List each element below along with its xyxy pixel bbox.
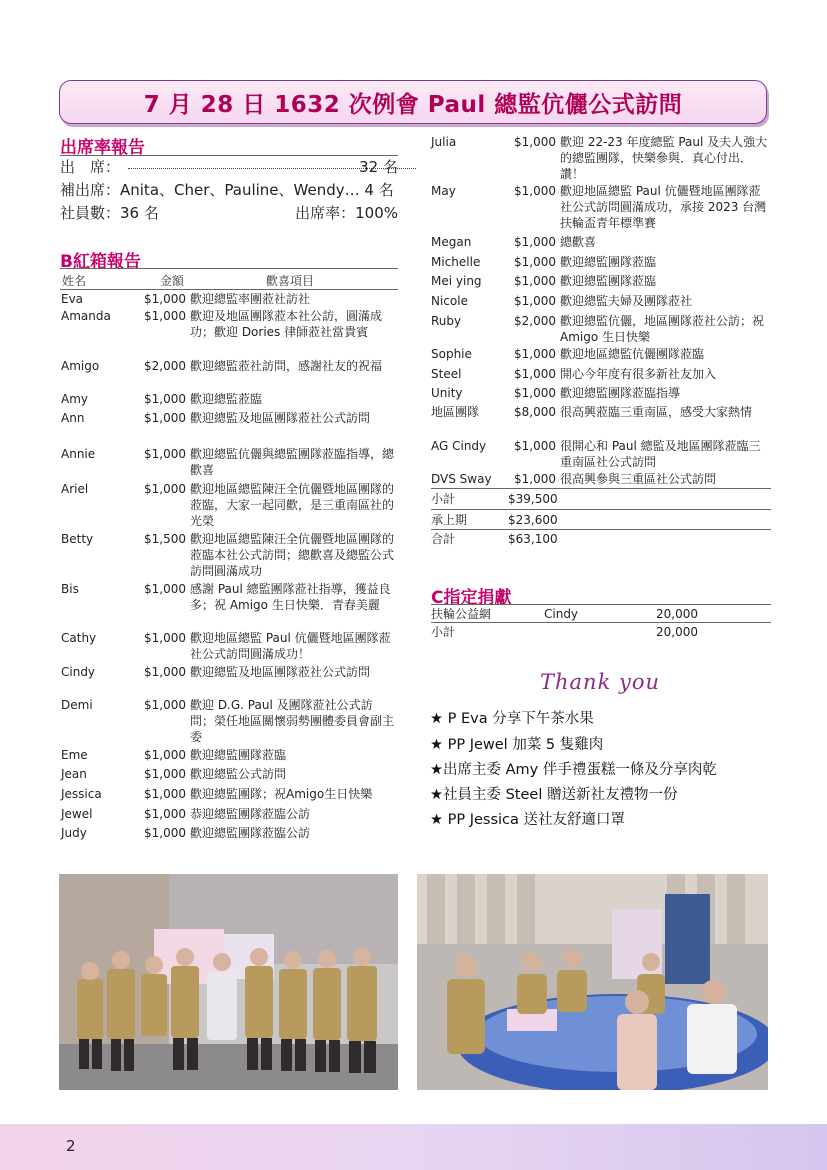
row-message: 歡迎總監伉儷與總監團隊蒞臨指導，總歡喜 [190,447,395,477]
row-amount: $1,000 [144,292,186,306]
subtotal-value: $39,500 [508,492,558,506]
page-title: 7 月 28 日 1632 次例會 Paul 總監伉儷公式訪問 [143,91,683,118]
row-message: 歡迎及地區團隊蒞本社公訪，圓滿成功；歡迎 Dories 律師蒞社當貴賓 [190,309,383,339]
row-message: 歡迎總監及地區團隊蒞社公式訪問 [190,665,371,679]
page-footer [0,1124,827,1170]
row-amount: $1,000 [144,582,186,596]
row-name: 地區團隊 [431,405,480,419]
row-amount: $1,000 [514,367,556,381]
row-amount: $1,000 [144,447,186,461]
group-photo [59,874,398,1090]
row-amount: $1,500 [144,532,186,546]
row-amount: $2,000 [514,314,556,328]
row-amount: $1,000 [514,347,556,361]
thanks-line: ★社員主委 Steel 贈送新社友禮物一份 [430,787,678,803]
row-name: Demi [61,698,93,712]
row-name: Betty [61,532,94,546]
red-box-rule-header [60,289,398,290]
row-name: Cindy [61,665,96,679]
row-message: 歡迎總監團隊蒞臨 [560,255,657,269]
row-message: 歡迎總監公式訪問 [190,767,287,781]
thanks-line: ★出席主委 Amy 伴手禮蛋糕一條及分享肉乾 [430,762,717,778]
donation-item: 扶輪公益網 [431,607,492,621]
row-message: 歡迎總監團隊蒞臨公訪 [190,826,311,840]
row-message: 很開心和 Paul 總監及地區團隊蒞臨三重南區社公式訪問 [560,439,761,469]
col-header-name: 姓名 [62,274,87,288]
attendance-present-row [60,156,398,177]
donation-heading: C指定捐獻 [431,588,512,608]
makeup-text: 補出席：Anita、Cher、Pauline、Wendy… 4 名 [60,181,394,199]
row-message: 歡迎總監伉儷，地區團隊蒞社公訪；祝 Amigo 生日快樂 [560,314,765,344]
row-amount: $1,000 [144,482,186,496]
row-message: 歡迎地區總監陳汪全伉儷暨地區團隊的蒞臨本社公式訪問；總歡喜及總監公式訪問圓滿成功 [190,532,395,578]
donation-rule-top [431,604,771,605]
row-amount: $1,000 [144,411,186,425]
row-name: Amigo [61,359,100,373]
row-amount: $2,000 [144,359,186,373]
carried-value: $23,600 [508,513,558,527]
donation-rule-mid [431,622,771,623]
totals-rule-2 [431,509,771,510]
row-amount: $8,000 [514,405,556,419]
row-message: 歡迎地區總監伉儷團隊蒞臨 [560,347,705,361]
row-name: Megan [431,235,472,249]
row-message: 歡迎 D.G. Paul 及團隊蒞社公式訪問；榮任地區關懷弱勢團體委員會副主委 [190,698,395,744]
row-amount: $1,000 [144,826,186,840]
subtotal-label: 小計 [431,492,456,506]
row-message: 恭迎總監團隊蒞臨公訪 [190,807,311,821]
row-message: 歡迎地區總監 Paul 伉儷暨地區團隊蒞社公式訪問圓滿成功，承接 2023 台灣扶輪盃青年標準賽 [560,184,767,230]
row-name: Julia [431,135,457,149]
row-message: 歡迎總監率團蒞社訪社 [190,292,311,306]
row-name: Amanda [61,309,111,323]
members-text: 社員數：36 名 [60,204,159,222]
row-message: 歡迎總監團隊蒞臨 [560,274,657,288]
row-message: 歡迎總監夫婦及團隊蒞社 [560,294,693,308]
row-amount: $1,000 [514,472,556,486]
row-message: 感謝 Paul 總監團隊蒞社指導，獲益良多；祝 Amigo 生日快樂．青春美麗 [190,582,391,612]
row-name: Eme [61,748,88,762]
row-message: 歡迎地區總監 Paul 伉儷暨地區團隊蒞社公式訪問圓滿成功！ [190,631,391,661]
row-message: 歡迎地區總監陳汪全伉儷暨地區團隊的蒞臨，大家一起同歡，是三重南區社的光榮 [190,482,395,528]
donation-amount: 20,000 [656,607,698,621]
row-name: Mei ying [431,274,482,288]
row-name: AG Cindy [431,439,487,453]
thanks-line: ★ PP Jewel 加菜 5 隻雞肉 [430,737,604,753]
col-header-amount: 金額 [160,274,185,288]
row-message: 很高興蒞臨三重南區，感受大家熱情 [560,405,753,419]
row-message: 歡迎總監及地區團隊蒞社公式訪問 [190,411,371,425]
row-amount: $1,000 [144,748,186,762]
row-message: 開心今年度有很多新社友加入 [560,367,717,381]
row-name: DVS Sway [431,472,492,486]
attendance-heading: 出席率報告 [60,138,145,158]
attendance-rate: 出席率：100% [295,204,398,222]
row-amount: $1,000 [144,807,186,821]
row-name: Bis [61,582,79,596]
totals-rule-1 [431,488,771,489]
row-amount: $1,000 [144,698,186,712]
row-message: 歡迎總監團隊蒞臨 [190,748,287,762]
row-amount: $1,000 [144,392,186,406]
row-message: 歡迎總監蒞臨 [190,392,263,406]
total-label: 合計 [431,532,456,546]
row-name: Amy [61,392,88,406]
donation-donor: Cindy [544,607,579,621]
donation-subtotal-label: 小計 [431,625,456,639]
row-amount: $1,000 [514,235,556,249]
row-name: Annie [61,447,96,461]
carried-label: 承上期 [431,513,468,527]
row-amount: $1,000 [514,439,556,453]
row-message: 歡迎總監團隊蒞臨指導 [560,386,681,400]
row-amount: $1,000 [144,665,186,679]
row-message: 總歡喜 [560,235,597,249]
red-box-rule-top [60,268,398,269]
attendance-members-row [60,202,398,223]
row-name: Jessica [61,787,102,801]
row-name: Ann [61,411,85,425]
row-name: Unity [431,386,463,400]
row-name: Jewel [61,807,93,821]
col-header-item: 歡喜項目 [266,274,315,288]
total-value: $63,100 [508,532,558,546]
page-title-banner [59,80,767,124]
row-name: Sophie [431,347,472,361]
row-amount: $1,000 [514,135,556,149]
row-amount: $1,000 [514,274,556,288]
red-box-heading: B紅箱報告 [60,252,141,272]
row-message: 很高興參與三重區社公式訪問 [560,472,717,486]
present-value: 32 名 [359,158,398,176]
thank-you-heading: Thank you [540,670,661,694]
row-name: Cathy [61,631,97,645]
row-message: 歡迎總監團隊；祝Amigo生日快樂 [190,787,373,801]
page-number: 2 [66,1137,76,1155]
row-name: Ariel [61,482,89,496]
row-name: Jean [61,767,87,781]
donation-subtotal: 20,000 [656,625,698,639]
row-name: Nicole [431,294,468,308]
thanks-line: ★ PP Jessica 送社友舒適口罩 [430,812,626,828]
row-name: Ruby [431,314,462,328]
thanks-line: ★ P Eva 分享下午茶水果 [430,711,594,727]
row-name: Steel [431,367,462,381]
meeting-photo [417,874,768,1090]
row-amount: $1,000 [514,255,556,269]
row-message: 歡迎總監蒞社訪問，感謝社友的祝福 [190,359,383,373]
row-amount: $1,000 [144,631,186,645]
totals-rule-3 [431,529,771,530]
row-name: Judy [61,826,87,840]
present-label: 出 席： [60,158,121,176]
row-amount: $1,000 [144,309,186,323]
row-amount: $1,000 [514,294,556,308]
row-amount: $1,000 [144,767,186,781]
row-amount: $1,000 [144,787,186,801]
row-name: May [431,184,456,198]
row-amount: $1,000 [514,386,556,400]
row-message: 歡迎 22-23 年度總監 Paul 及夫人強大的總監團隊，快樂參與．真心付出．讚！ [560,135,768,181]
row-name: Michelle [431,255,481,269]
row-name: Eva [61,292,84,306]
attendance-makeup-row [60,179,398,200]
row-amount: $1,000 [514,184,556,198]
